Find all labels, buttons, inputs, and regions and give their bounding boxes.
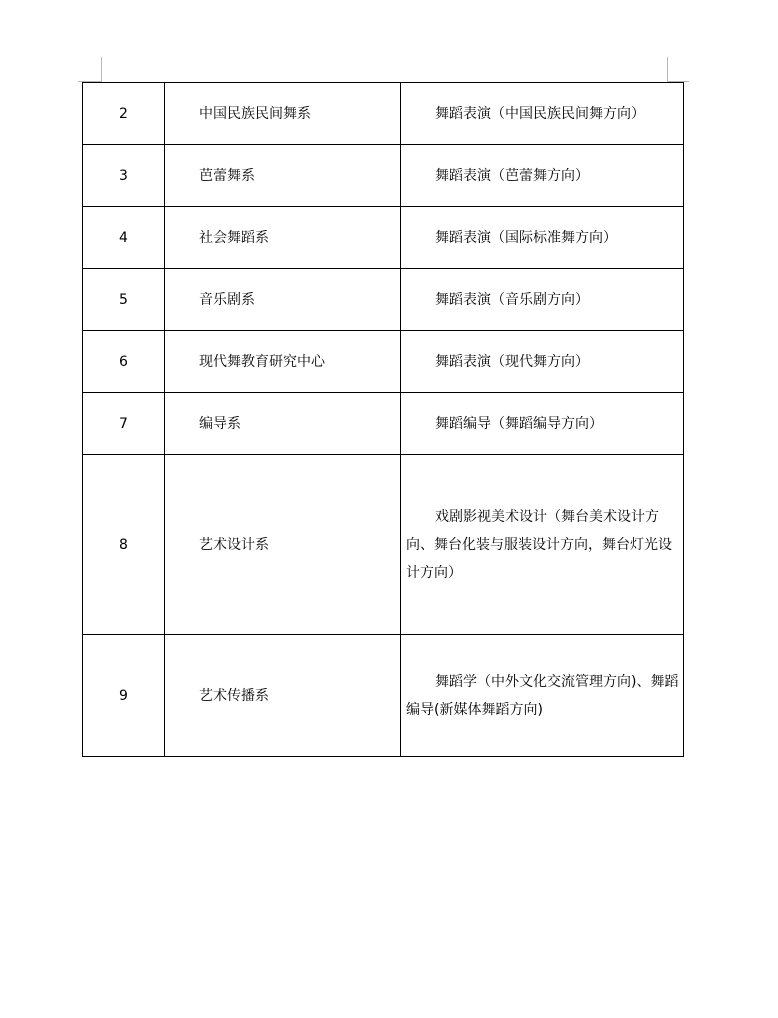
major-cell xyxy=(401,83,684,145)
row-number: 3 xyxy=(83,145,165,207)
table-row xyxy=(83,635,684,757)
row-number: 4 xyxy=(83,207,165,269)
row-number: 9 xyxy=(83,635,165,757)
row-number: 5 xyxy=(83,269,165,331)
major-text: 舞蹈学（中外文化交流管理方向)、舞蹈编导(新媒体舞蹈方向) xyxy=(406,673,679,718)
table-row xyxy=(83,455,684,635)
major-text: 舞蹈编导（舞蹈编导方向） xyxy=(435,415,603,432)
table-row xyxy=(83,269,684,331)
major-cell xyxy=(401,145,684,207)
table-row xyxy=(83,331,684,393)
major-cell xyxy=(401,635,684,757)
department-cell: 编导系 xyxy=(165,393,401,455)
major-text: 舞蹈表演（芭蕾舞方向） xyxy=(435,167,589,184)
major-text: 舞蹈表演（现代舞方向） xyxy=(435,353,589,370)
department-cell: 艺术设计系 xyxy=(165,455,401,635)
major-cell xyxy=(401,331,684,393)
department-cell: 艺术传播系 xyxy=(165,635,401,757)
major-cell xyxy=(401,393,684,455)
row-number: 2 xyxy=(83,83,165,145)
major-cell xyxy=(401,455,684,635)
major-text: 戏剧影视美术设计（舞台美术设计方向、舞台化装与服装设计方向，舞台灯光设计方向） xyxy=(406,508,672,581)
department-cell: 音乐剧系 xyxy=(165,269,401,331)
department-cell: 芭蕾舞系 xyxy=(165,145,401,207)
major-text: 舞蹈表演（国际标准舞方向） xyxy=(435,229,617,246)
major-cell xyxy=(401,207,684,269)
crop-mark-top-right-vertical xyxy=(667,57,668,81)
table-row xyxy=(83,83,684,145)
department-cell: 中国民族民间舞系 xyxy=(165,83,401,145)
row-number: 8 xyxy=(83,455,165,635)
crop-mark-top-left-vertical xyxy=(101,57,102,81)
department-cell: 社会舞蹈系 xyxy=(165,207,401,269)
table-row xyxy=(83,145,684,207)
major-text: 舞蹈表演（音乐剧方向） xyxy=(435,291,589,308)
major-cell xyxy=(401,269,684,331)
row-number: 7 xyxy=(83,393,165,455)
department-major-table xyxy=(82,82,684,757)
department-cell: 现代舞教育研究中心 xyxy=(165,331,401,393)
table-row xyxy=(83,207,684,269)
table-row xyxy=(83,393,684,455)
major-text: 舞蹈表演（中国民族民间舞方向） xyxy=(435,105,645,122)
row-number: 6 xyxy=(83,331,165,393)
